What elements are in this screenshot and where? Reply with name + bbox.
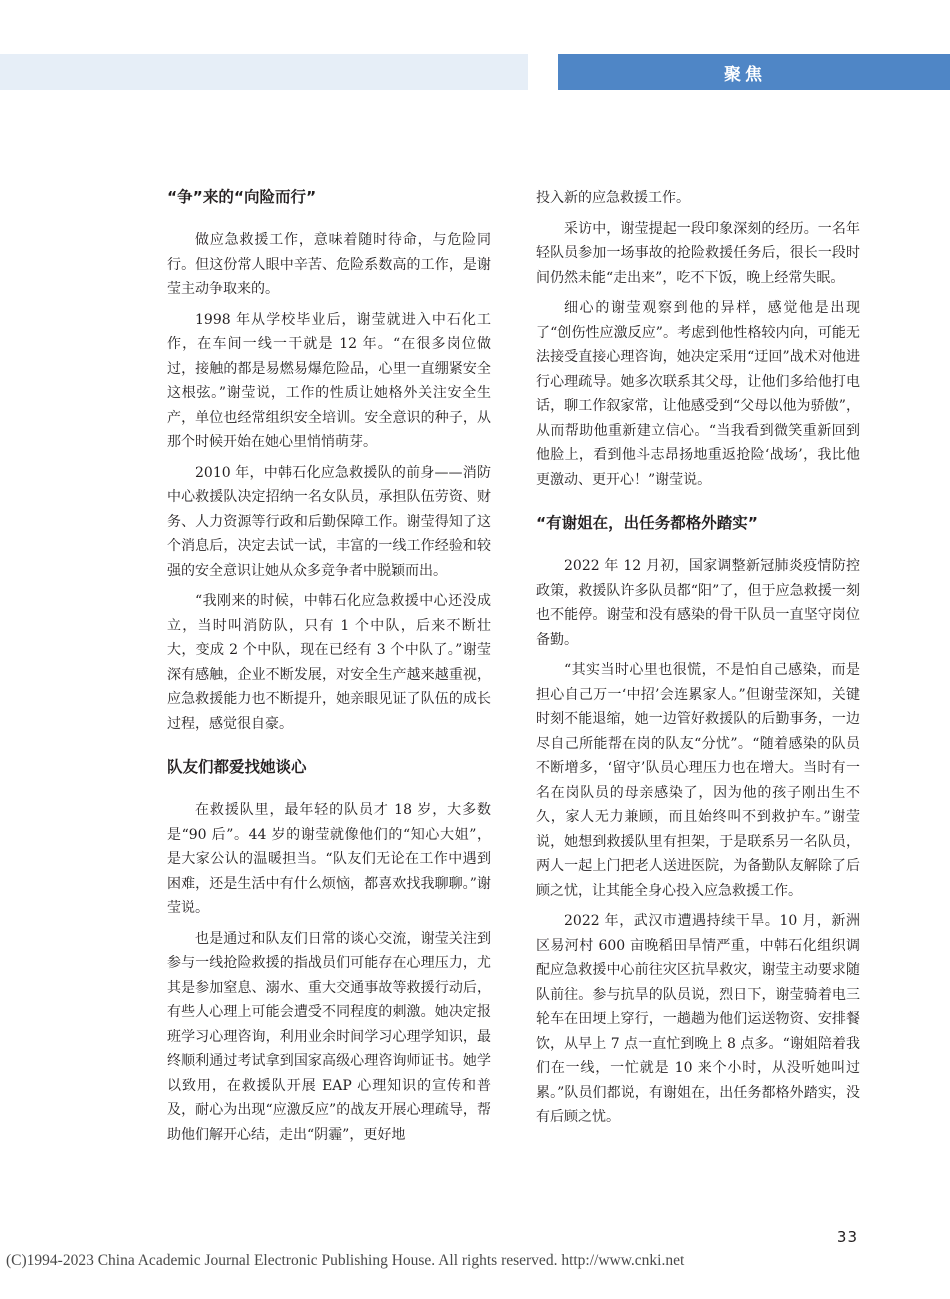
section-heading: 队友们都爱找她谈心 xyxy=(167,758,307,776)
section-heading: “有谢姐在，出任务都格外踏实” xyxy=(536,514,758,532)
copyright-notice: (C)1994-2023 China Academic Journal Electronic Publishing House. All rights reserved. http://www.cnki.net xyxy=(6,1252,685,1269)
body-paragraph: 投入新的应急救援工作。 xyxy=(536,190,690,206)
body-paragraph: “其实当时心里也很慌，不是怕自己感染，而是担心自己万一‘中招’会连累家人。”但谢莹深知，关键时刻不能退缩，她一边管好救援队的后勤事务，一边尽自己所能帮在岗的队友“分忧”。“随着感染的队员不断增多，‘留守’队员心理压力也在增大。当时有一名在岗队员的母亲感染了，因为他的孩子刚出生不久，家人无力兼顾，而且始终叫不到救护车。”谢莹说，她想到救援队里有担架，于是联系另一名队员，两人一起上门把老人送进医院，为备勤队友解除了后顾之忧，让其能全身心投入应急救援工作。 xyxy=(536,662,860,899)
body-paragraph: 采访中，谢莹提起一段印象深刻的经历。一名年轻队员参加一场事故的抢险救援任务后，很长一段时间仍然未能“走出来”，吃不下饭，晚上经常失眠。 xyxy=(536,220,860,286)
body-paragraph: 在救援队里，最年轻的队员才 18 岁，大多数是“90 后”。44 岁的谢莹就像他们的“知心大姐”，是大家公认的温暖担当。“队友们无论在工作中遇到困难，还是生活中有什么烦恼，都喜欢找我聊聊。”谢莹说。 xyxy=(167,802,491,916)
body-paragraph: 2010 年，中韩石化应急救援队的前身——消防中心救援队决定招纳一名女队员，承担队伍劳资、财务、人力资源等行政和后勤保障工作。谢莹得知了这个消息后，决定去试一试，丰富的一线工作经验和较强的安全意识让她从众多竞争者中脱颖而出。 xyxy=(167,464,491,579)
section-heading: “争”来的“向险而行” xyxy=(167,188,317,206)
body-paragraph: 2022 年，武汉市遭遇持续干旱。10 月，新洲区易河村 600 亩晚稻田旱情严重，中韩石化组织调配应急救援中心前往灾区抗旱救灾，谢莹主动要求随队前往。参与抗旱的队员说，烈日下，谢莹骑着电三轮车在田埂上穿行，一趟趟为他们运送物资、安排餐饮，从早上 7 点一直忙到晚上 8 点多。“谢姐陪着我们在一线，一忙就是 10 来个小时，从没听她叫过累。”队员们都说，有谢姐在，出任务都格外踏实，没有后顾之忧。 xyxy=(536,913,860,1125)
body-paragraph: 细心的谢莹观察到他的异样，感觉他是出现了“创伤性应激反应”。考虑到他性格较内向，可能无法接受直接心理咨询，她决定采用“迂回”战术对他进行心理疏导。她多次联系其父母，让他们多给他打电话，聊工作叙家常，让他感受到“父母以他为骄傲”，从而帮助他重新建立信心。“当我看到微笑重新回到他脸上，看到他斗志昂扬地重返抢险‘战场’，我比他更激动、更开心！”谢莹说。 xyxy=(536,300,860,488)
article-column-right xyxy=(536,186,860,1136)
body-paragraph: 也是通过和队友们日常的谈心交流，谢莹关注到参与一线抢险救援的指战员们可能存在心理压力，尤其是参加窒息、溺水、重大交通事故等救援行动后，有些人心理上可能会遭受不同程度的刺激。她决定报班学习心理咨询，利用业余时间学习心理学知识，最终顺利通过考试拿到国家高级心理咨询师证书。她学以致用，在救援队开展 EAP 心理知识的宣传和普及，耐心为出现“应激反应”的战友开展心理疏导，帮助他们解开心结，走出“阴霾”，更好地 xyxy=(167,930,491,1143)
body-paragraph: “我刚来的时候，中韩石化应急救援中心还没成立，当时叫消防队，只有 1 个中队，后来不断壮大，变成 2 个中队，现在已经有 3 个中队了。”谢莹深有感触，企业不断发展，对安全生产越来越重视，应急救援能力也不断提升，她亲眼见证了队伍的成长过程，感觉很自豪。 xyxy=(167,593,491,732)
page-number: 33 xyxy=(836,1228,858,1246)
header-bar-left xyxy=(0,54,528,90)
body-paragraph: 2022 年 12 月初，国家调整新冠肺炎疫情防控政策，救援队许多队员都“阳”了，但于应急救援一刻也不能停。谢莹和没有感染的骨干队员一直坚守岗位备勤。 xyxy=(536,558,860,648)
article-column-left xyxy=(167,186,491,1153)
body-paragraph: 1998 年从学校毕业后，谢莹就进入中石化工作，在车间一线一干就是 12 年。“在很多岗位做过，接触的都是易燃易爆危险品，心里一直绷紧安全这根弦。”谢莹说，工作的性质让她格外关注安全生产，单位也经常组织安全培训。安全意识的种子，从那个时候开始在她心里悄悄萌芽。 xyxy=(167,311,491,450)
body-paragraph: 做应急救援工作，意味着随时待命，与危险同行。但这份常人眼中辛苦、危险系数高的工作，是谢莹主动争取来的。 xyxy=(167,232,491,297)
section-label: 聚焦 xyxy=(558,54,950,90)
